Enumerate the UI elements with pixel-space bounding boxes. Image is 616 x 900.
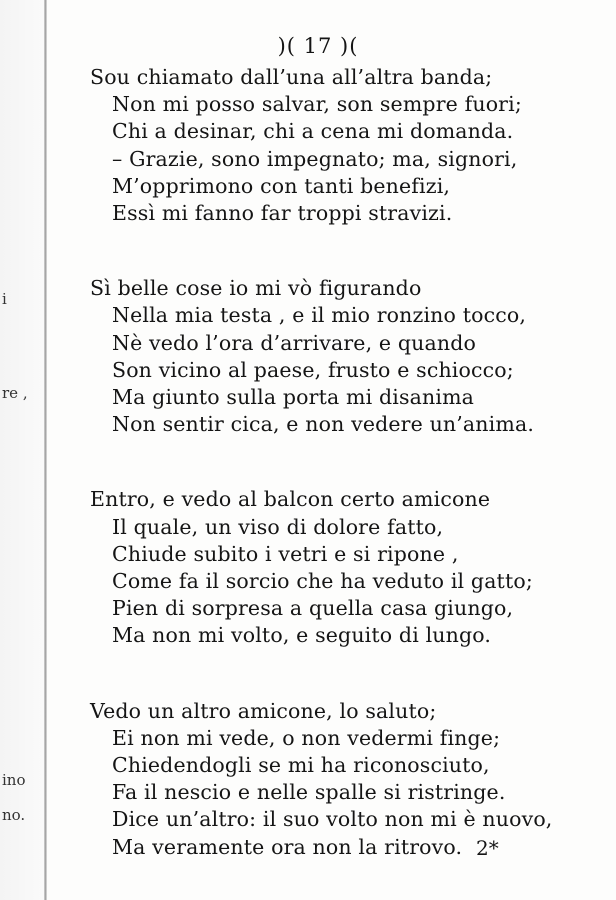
- verse-line: Come fa il sorcio che ha veduto il gatto;: [112, 569, 533, 594]
- verse-line: Ma veramente ora non la ritrovo.: [112, 834, 463, 859]
- verse-line: Sì belle cose io mi vò figurando: [90, 276, 422, 301]
- verse-line: Fa il nescio e nelle spalle si ristringe.: [112, 780, 506, 805]
- verse-line: Chi a desinar, chi a cena mi domanda.: [112, 119, 514, 144]
- verse-line: Vedo un altro amicone, lo saluto;: [90, 698, 437, 723]
- verse-line: Il quale, un viso di dolore fatto,: [112, 514, 444, 539]
- verse-line: M’opprimono con tanti benefizi,: [112, 173, 451, 198]
- stanza-4: [90, 698, 590, 861]
- verse-line: – Grazie, sono impegnato; ma, signori,: [112, 146, 518, 171]
- verse-line: Non mi posso salvar, son sempre fuori;: [112, 92, 522, 117]
- verse-line: Nella mia testa , e il mio ronzino tocco,: [112, 303, 526, 328]
- page-number-header: )( 17 )(: [277, 34, 359, 58]
- verse-line: Entro, e vedo al balcon certo amicone: [90, 487, 491, 512]
- verse-line: Ma non mi volto, e seguito di lungo.: [112, 623, 492, 648]
- facing-page-fragment: re ,: [2, 384, 28, 402]
- facing-page-fragment: ino: [2, 771, 26, 789]
- verse-line: Ma giunto sulla porta mi disanima: [112, 385, 475, 410]
- poem-text: [90, 64, 590, 861]
- facing-page-fragment: i: [2, 290, 7, 308]
- stanza-2: [90, 275, 590, 438]
- verse-line: Dice un’altro: il suo volto non mi è nuovo,: [112, 807, 553, 832]
- verse-line: Pien di sorpresa a quella casa giungo,: [112, 596, 514, 621]
- verse-line: Son vicino al paese, frusto e schiocco;: [112, 357, 514, 382]
- verse-line: Nè vedo l’ora d’arrivare, e quando: [112, 330, 476, 355]
- verse-line: Ei non mi vede, o non vedermi finge;: [112, 725, 501, 750]
- stanza-1: [90, 64, 590, 227]
- verse-line: Essì mi fanno far troppi stravizi.: [112, 201, 453, 226]
- facing-page-fragment: no.: [2, 806, 26, 824]
- signature-mark: 2*: [476, 836, 499, 860]
- binding-gutter: [44, 0, 47, 900]
- facing-page-edge: [0, 0, 44, 900]
- verse-line: Chiude subito i vetri e si ripone ,: [112, 541, 459, 566]
- verse-line: Sou chiamato dall’una all’altra banda;: [90, 65, 493, 89]
- stanza-3: [90, 486, 590, 649]
- verse-line: Non sentir cica, e non vedere un’anima.: [112, 412, 534, 437]
- verse-line: Chiedendogli se mi ha riconosciuto,: [112, 753, 490, 778]
